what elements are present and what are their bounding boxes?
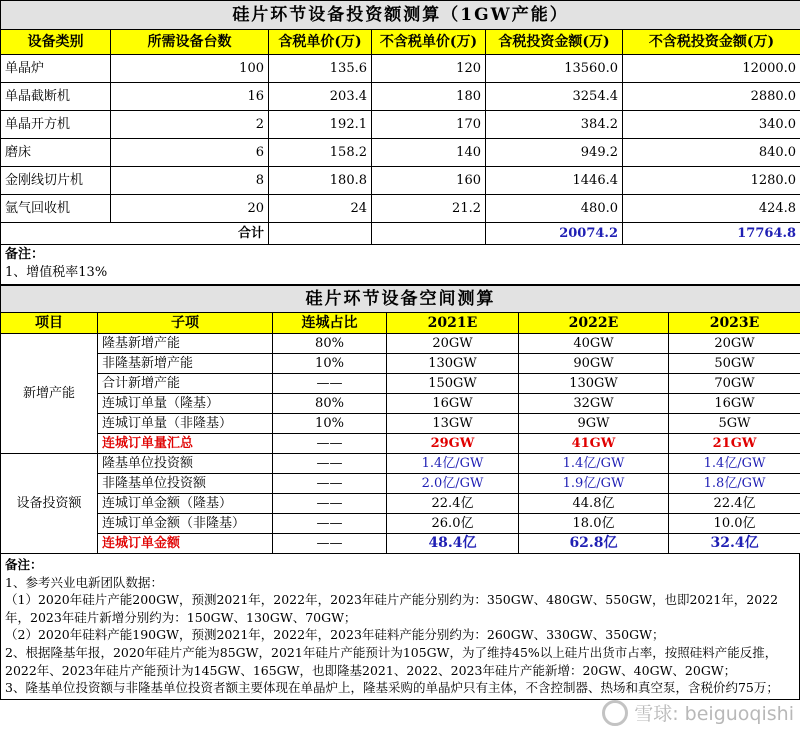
value-2022e: 1.4亿/GW [519,454,669,474]
empty-cell [372,223,486,245]
total-row [1,223,800,245]
equipment-name: 单晶炉 [1,55,111,83]
liancheng-share: —— [273,494,387,514]
table-row [1,111,800,139]
table-row [1,354,800,374]
invest-notax: 840.0 [623,139,800,167]
value-2022e: 90GW [519,354,669,374]
value-2023e: 1.4亿/GW [669,454,800,474]
value-2021e: 26.0亿 [387,514,519,534]
note-line: 1、增值税率13% [5,265,108,280]
invest-notax: 1280.0 [623,167,800,195]
equipment-count: 8 [111,167,269,195]
note-line: 2、根据隆基年报，2020年硅片产能为85GW，2021年硅片产能预计为105GW，为了维持45%以上硅片出货市占率，按照硅料产能反推，2022年、2023年硅片产能预计为145GW、165GW，也即隆基2021、2022、2023年硅片产能新增：20GW、40GW、20GW； [5,644,778,678]
note-line: 3、隆基单位投资额与非隆基单位投资者额主要体现在单晶炉上，隆基采购的单晶炉只有主体，不含控制器、热场和真空泵，含税价约75万； [5,680,779,696]
table-row [1,454,800,474]
table-row [1,514,800,534]
price-tax: 24 [269,195,372,223]
value-2022e: 130GW [519,374,669,394]
value-2022e: 40GW [519,334,669,354]
total-label: 合计 [1,223,269,245]
sub-item: 连城订单金额（非隆基） [98,514,273,534]
price-tax: 135.6 [269,55,372,83]
table-equipment-investment [0,0,800,285]
liancheng-share: 80% [273,334,387,354]
sub-item: 连城订单量（隆基） [98,394,273,414]
sub-item: 连城订单金额（隆基） [98,494,273,514]
table2-col-header: 2021E [387,313,519,334]
value-2021e: 29GW [387,434,519,454]
price-notax: 160 [372,167,486,195]
empty-cell [269,223,372,245]
value-2021e: 150GW [387,374,519,394]
value-2023e: 1.8亿/GW [669,474,800,494]
value-2023e: 5GW [669,414,800,434]
value-2021e: 16GW [387,394,519,414]
watermark-text: 雪球: beiguoqishi [634,703,794,725]
table1-col-header: 含税投资金额(万) [486,30,623,55]
sub-item: 隆基新增产能 [98,334,273,354]
invest-notax: 2880.0 [623,83,800,111]
table-row [1,474,800,494]
equipment-name: 氩气回收机 [1,195,111,223]
note-line: （2）2020年硅料产能190GW，预测2021年，2022年，2023年硅料产能分别约为：260GW、330GW、350GW； [5,627,665,643]
table1-header-row [1,30,800,55]
value-2021e: 130GW [387,354,519,374]
table2-header-row [1,313,800,334]
table1-col-header: 不含税单价(万) [372,30,486,55]
price-notax: 170 [372,111,486,139]
value-2021e: 1.4亿/GW [387,454,519,474]
value-2021e: 20GW [387,334,519,354]
value-2023e: 16GW [669,394,800,414]
table2-title: 硅片环节设备空间测算 [1,286,800,313]
sub-item: 合计新增产能 [98,374,273,394]
equipment-count: 20 [111,195,269,223]
table1-notes [1,245,800,285]
equipment-name: 单晶截断机 [1,83,111,111]
table2-col-header: 项目 [1,313,98,334]
value-2022e: 32GW [519,394,669,414]
total-invest-notax: 17764.8 [623,223,800,245]
value-2022e: 9GW [519,414,669,434]
sub-item: 连城订单量汇总 [98,434,273,454]
invest-tax: 1446.4 [486,167,623,195]
value-2022e: 44.8亿 [519,494,669,514]
table1-col-header: 所需设备台数 [111,30,269,55]
group-label-new-capacity: 新增产能 [1,334,98,454]
table-row [1,55,800,83]
table1-col-header: 不含税投资金额(万) [623,30,800,55]
invest-tax: 384.2 [486,111,623,139]
table2-notes [0,554,800,700]
table-row [1,167,800,195]
invest-tax: 13560.0 [486,55,623,83]
invest-tax: 480.0 [486,195,623,223]
sub-item: 非隆基新增产能 [98,354,273,374]
table2-col-header: 连城占比 [273,313,387,334]
table-row [1,434,800,454]
liancheng-share: 10% [273,354,387,374]
watermark [602,699,794,726]
equipment-name: 磨床 [1,139,111,167]
price-tax: 180.8 [269,167,372,195]
table-row [1,534,800,554]
total-invest-tax: 20074.2 [486,223,623,245]
table2-col-header: 2023E [669,313,800,334]
price-notax: 180 [372,83,486,111]
price-tax: 158.2 [269,139,372,167]
sub-item: 连城订单量（非隆基） [98,414,273,434]
note-heading: 备注： [5,247,45,262]
price-tax: 203.4 [269,83,372,111]
table-row [1,195,800,223]
table1-col-header: 设备类别 [1,30,111,55]
equipment-count: 6 [111,139,269,167]
price-notax: 21.2 [372,195,486,223]
sub-item: 非隆基单位投资额 [98,474,273,494]
value-2023e: 21GW [669,434,800,454]
sub-item: 连城订单金额 [98,534,273,554]
liancheng-share: —— [273,474,387,494]
value-2021e: 13GW [387,414,519,434]
table-row [1,394,800,414]
note-line: （1）2020年硅片产能200GW，预测2021年，2022年，2023年硅片产能分别约为：350GW、480GW、550GW，也即2021年，2022年，2023年硅片新增分别约为：150GW、130GW、70GW； [5,592,779,625]
value-2023e: 10.0亿 [669,514,800,534]
table1-title: 硅片环节设备投资额测算（1GW产能） [1,1,800,30]
note-line: 1、参考兴业电新团队数据： [5,574,163,590]
equipment-count: 16 [111,83,269,111]
liancheng-share: —— [273,454,387,474]
invest-notax: 424.8 [623,195,800,223]
invest-notax: 340.0 [623,111,800,139]
value-2022e: 1.9亿/GW [519,474,669,494]
table-row [1,414,800,434]
equipment-count: 100 [111,55,269,83]
value-2023e: 20GW [669,334,800,354]
sub-item: 隆基单位投资额 [98,454,273,474]
liancheng-share: —— [273,514,387,534]
liancheng-share: —— [273,534,387,554]
table2-col-header: 2022E [519,313,669,334]
equipment-name: 单晶开方机 [1,111,111,139]
invest-notax: 12000.0 [623,55,800,83]
price-notax: 120 [372,55,486,83]
table-row [1,374,800,394]
price-notax: 140 [372,139,486,167]
value-2021e: 22.4亿 [387,494,519,514]
group-label-equipment-investment: 设备投资额 [1,454,98,554]
table-row [1,139,800,167]
value-2023e: 22.4亿 [669,494,800,514]
value-2021e: 2.0亿/GW [387,474,519,494]
table2-col-header: 子项 [98,313,273,334]
table-row [1,83,800,111]
table-row [1,494,800,514]
table-row [1,334,800,354]
liancheng-share: 10% [273,414,387,434]
snowball-logo-icon [602,700,628,726]
note-heading: 备注： [5,557,43,572]
value-2022e: 41GW [519,434,669,454]
value-2023e: 50GW [669,354,800,374]
price-tax: 192.1 [269,111,372,139]
equipment-name: 金刚线切片机 [1,167,111,195]
value-2022e: 18.0亿 [519,514,669,534]
liancheng-share: —— [273,374,387,394]
liancheng-share: 80% [273,394,387,414]
value-2023e: 70GW [669,374,800,394]
table-equipment-space [0,285,800,554]
invest-tax: 3254.4 [486,83,623,111]
value-2022e: 62.8亿 [519,534,669,554]
liancheng-share: —— [273,434,387,454]
table1-col-header: 含税单价(万) [269,30,372,55]
equipment-count: 2 [111,111,269,139]
value-2021e: 48.4亿 [387,534,519,554]
invest-tax: 949.2 [486,139,623,167]
value-2023e: 32.4亿 [669,534,800,554]
